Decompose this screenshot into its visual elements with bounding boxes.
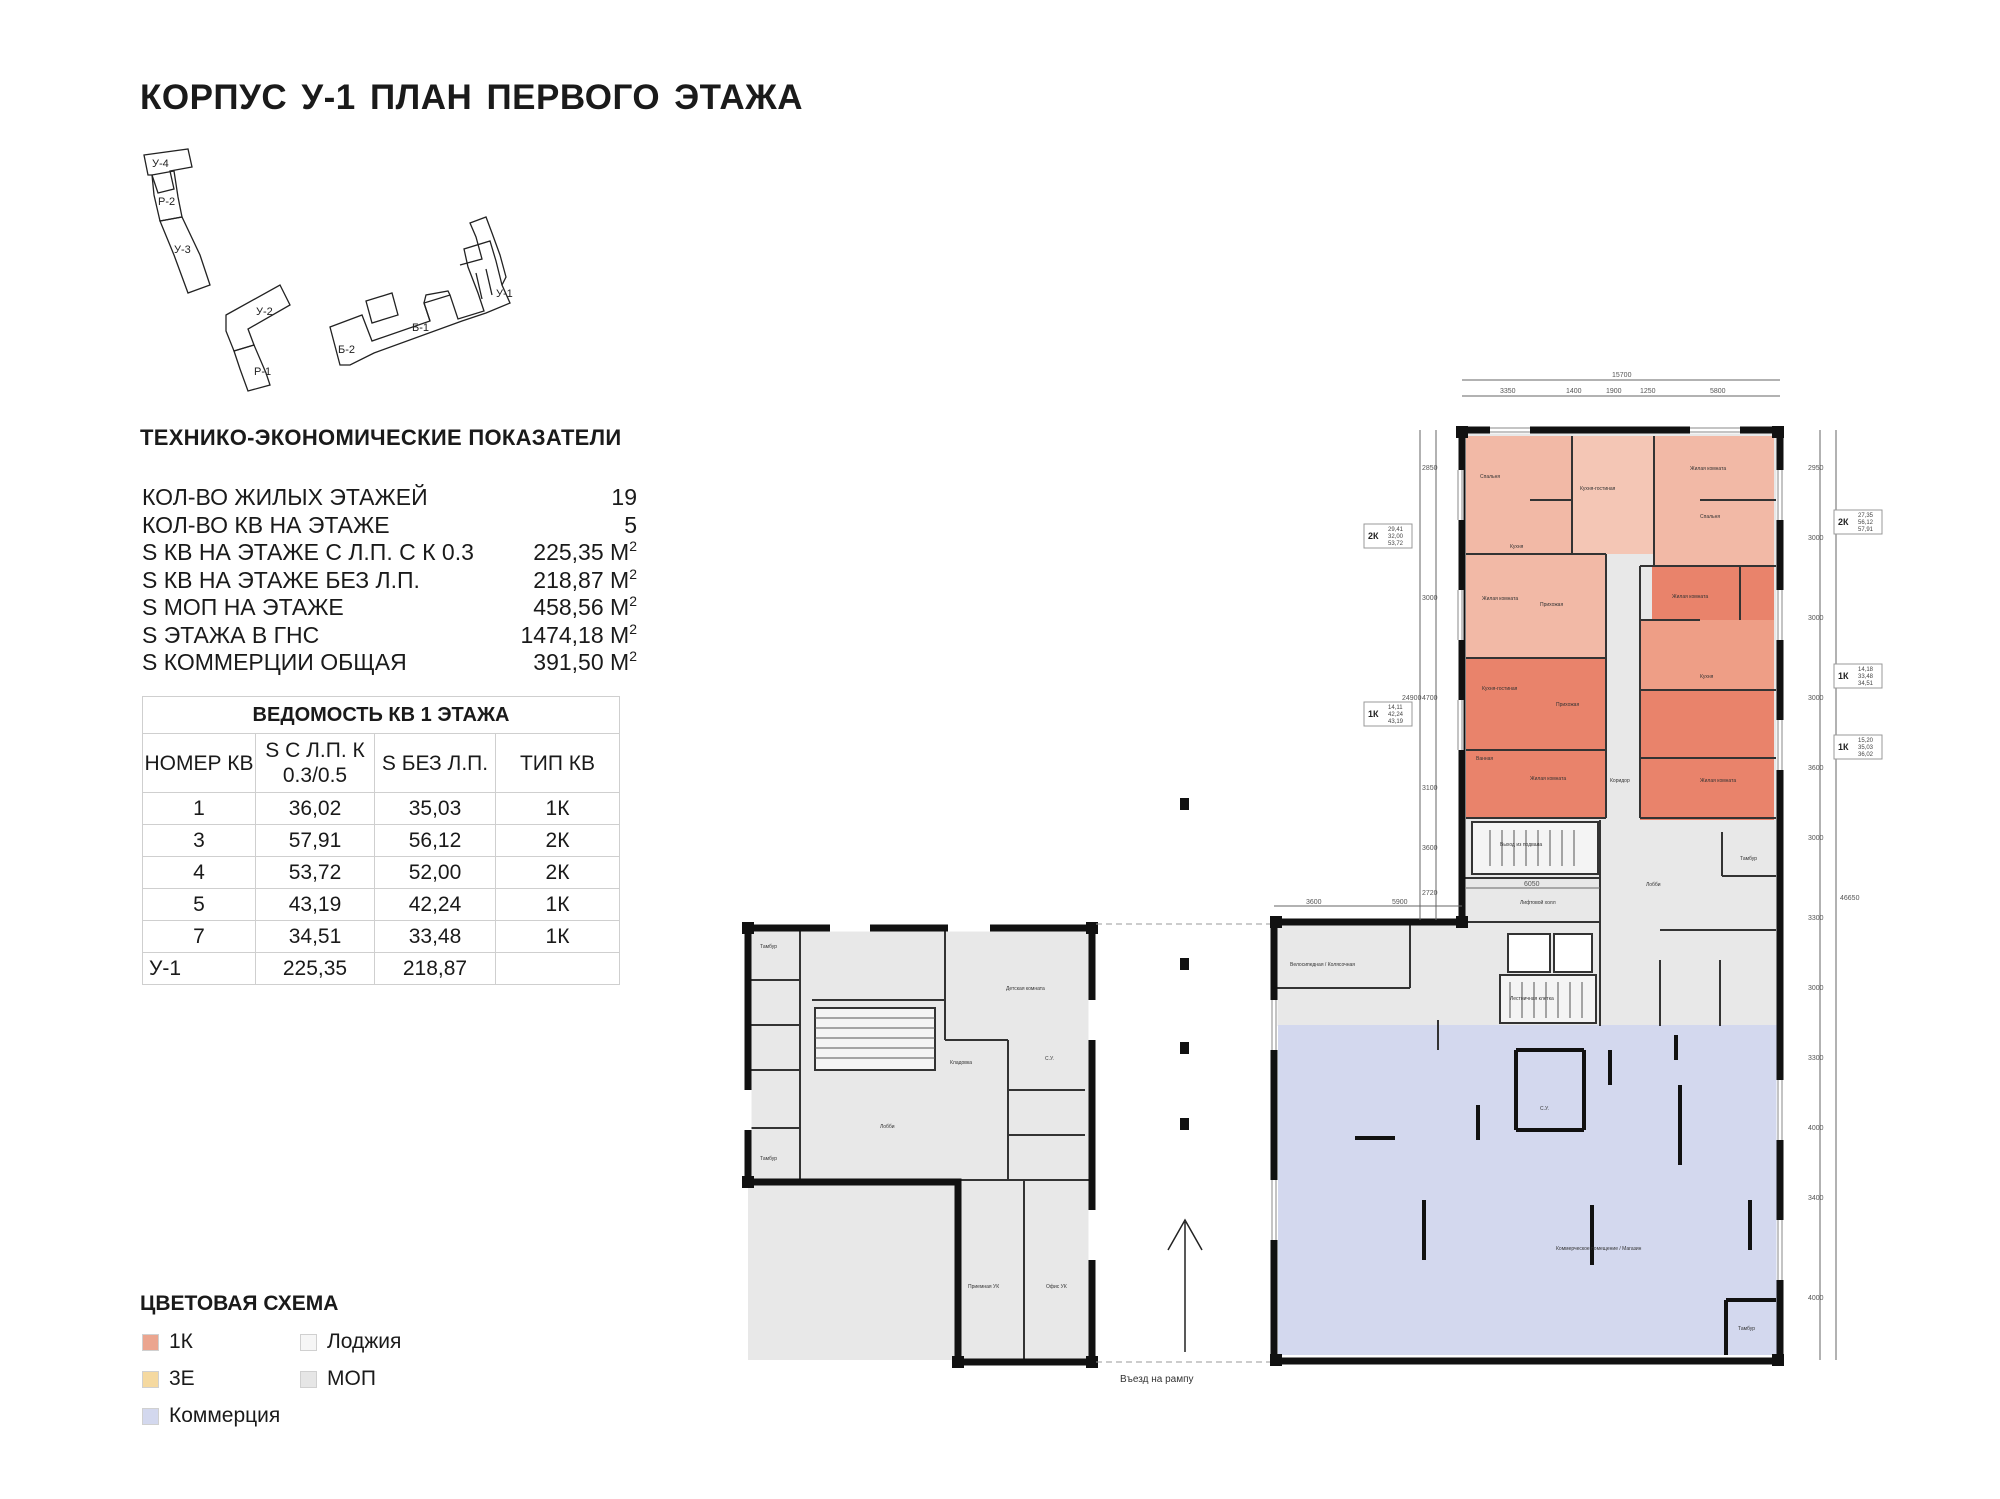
svg-text:2850: 2850 [1422, 465, 1438, 472]
svg-text:С.У.: С.У. [1540, 1106, 1549, 1112]
svg-text:Жилая комната: Жилая комната [1700, 778, 1737, 784]
svg-text:1250: 1250 [1640, 388, 1656, 395]
svg-text:3000: 3000 [1808, 535, 1824, 542]
page-title: КОРПУС У-1 ПЛАН ПЕРВОГО ЭТАЖА [140, 78, 804, 117]
svg-text:Тамбур: Тамбур [1738, 1326, 1755, 1332]
svg-text:27,35: 27,35 [1858, 513, 1874, 519]
svg-text:56,12: 56,12 [1858, 520, 1874, 526]
table-row: 7 34,51 33,48 1К [143, 921, 620, 953]
svg-text:3000: 3000 [1808, 985, 1824, 992]
svg-text:3600: 3600 [1422, 845, 1438, 852]
indicator-row: S КОММЕРЦИИ ОБЩАЯ 391,50 $М^2$ [142, 648, 637, 675]
svg-text:1900: 1900 [1606, 388, 1622, 395]
svg-text:Детская комната: Детская комната [1006, 986, 1045, 992]
svg-text:4000: 4000 [1808, 1125, 1824, 1132]
svg-text:4000: 4000 [1808, 1295, 1824, 1302]
svg-text:1К: 1К [1368, 709, 1379, 719]
svg-text:53,72: 53,72 [1388, 541, 1404, 547]
svg-text:2950: 2950 [1808, 465, 1824, 472]
indicator-row: КОЛ-ВО ЖИЛЫХ ЭТАЖЕЙ 19 [142, 484, 637, 510]
svg-text:Спальня: Спальня [1700, 514, 1721, 520]
svg-text:Кухня: Кухня [1700, 674, 1714, 680]
svg-text:1400: 1400 [1566, 388, 1582, 395]
svg-text:6050: 6050 [1524, 881, 1540, 888]
svg-text:Велосипедная / Колясочная: Велосипедная / Колясочная [1290, 962, 1355, 968]
indicator-row: S КВ НА ЭТАЖЕ БЕЗ Л.П. 218,87 $М^2$ [142, 565, 637, 593]
svg-text:24900: 24900 [1402, 695, 1422, 702]
apartment-tag [1364, 524, 1412, 548]
keyplan-label-b2: Б-2 [338, 344, 355, 356]
table-row: 5 43,19 42,24 1К [143, 889, 620, 921]
keyplan-label-u3: У-3 [174, 244, 191, 256]
table-row: 1 36,02 35,03 1К [143, 793, 620, 825]
svg-text:14,11: 14,11 [1388, 705, 1403, 711]
svg-text:Офис УК: Офис УК [1046, 1284, 1067, 1290]
svg-text:3000: 3000 [1808, 835, 1824, 842]
svg-text:3300: 3300 [1808, 915, 1824, 922]
apartment-tag [1834, 510, 1882, 534]
svg-text:29,41: 29,41 [1388, 527, 1404, 533]
apartment-tag [1364, 702, 1412, 726]
indicator-row: S МОП НА ЭТАЖЕ 458,56 $М^2$ [142, 593, 637, 620]
svg-text:Жилая комната: Жилая комната [1482, 596, 1519, 602]
svg-text:15700: 15700 [1612, 372, 1632, 379]
svg-text:С.У.: С.У. [1045, 1056, 1054, 1062]
table-header: S БЕЗ Л.П. [375, 734, 496, 793]
svg-text:Лифтовой холл: Лифтовой холл [1520, 900, 1556, 906]
apartment-5 [1466, 658, 1606, 818]
svg-text:4700: 4700 [1422, 695, 1438, 702]
indicator-row: S ЭТАЖА В ГНС 1474,18 $М^2$ [142, 620, 637, 648]
svg-text:Кухня-гостиная: Кухня-гостиная [1580, 486, 1616, 492]
svg-text:32,00: 32,00 [1388, 534, 1404, 540]
table-row: 3 57,91 56,12 2К [143, 825, 620, 857]
svg-text:2К: 2К [1368, 531, 1379, 541]
table-total-row: У-1 225,35 218,87 [143, 953, 620, 985]
svg-text:36,02: 36,02 [1858, 752, 1874, 758]
svg-text:42,24: 42,24 [1388, 712, 1404, 718]
table-header: ТИП КВ [496, 734, 620, 793]
table-header: НОМЕР КВ [143, 734, 256, 793]
indicator-row: КОЛ-ВО КВ НА ЭТАЖЕ 5 [142, 511, 637, 538]
indicator-row: S КВ НА ЭТАЖЕ С Л.П. С К 0.3 225,35 $М^2$ [142, 538, 637, 565]
svg-text:Кухня: Кухня [1510, 544, 1524, 550]
table-caption: ВЕДОМОСТЬ КВ 1 ЭТАЖА [143, 697, 620, 734]
svg-text:Ванная: Ванная [1476, 756, 1494, 762]
keyplan-label-r1: Р-1 [254, 366, 272, 378]
table-row: 4 53,72 52,00 2К [143, 857, 620, 889]
legend-item-commerce: Коммерция [142, 1404, 280, 1428]
ramp-label: Въезд на рампу [1120, 1374, 1194, 1385]
svg-text:Лобби: Лобби [1646, 882, 1661, 888]
svg-text:Кладовка: Кладовка [950, 1060, 973, 1066]
svg-text:Лестничная клетка: Лестничная клетка [1510, 996, 1554, 1002]
apartment-tag [1834, 735, 1882, 759]
svg-text:Выход из подвала: Выход из подвала [1500, 842, 1543, 848]
svg-text:3100: 3100 [1422, 785, 1438, 792]
svg-text:14,18: 14,18 [1858, 667, 1874, 673]
svg-text:3000: 3000 [1808, 695, 1824, 702]
svg-text:5800: 5800 [1710, 388, 1726, 395]
svg-text:Прихожая: Прихожая [1540, 602, 1564, 608]
svg-text:Прихожая: Прихожая [1556, 702, 1580, 708]
svg-text:57,91: 57,91 [1858, 527, 1874, 533]
svg-text:Тамбур: Тамбур [1740, 856, 1757, 862]
apartment-4-bedroom [1466, 436, 1572, 554]
apartment-1 [1640, 690, 1774, 820]
svg-text:3600: 3600 [1306, 899, 1322, 906]
apartment-3-kitchen [1572, 436, 1654, 554]
svg-text:Спальня: Спальня [1480, 474, 1501, 480]
apartment-tag [1834, 664, 1882, 688]
ramp [1096, 798, 1270, 1385]
svg-text:Тамбур: Тамбур [760, 944, 777, 950]
svg-text:33,48: 33,48 [1858, 674, 1874, 680]
svg-text:Приемная УК: Приемная УК [968, 1284, 1000, 1290]
keyplan-label-u2: У-2 [256, 306, 273, 318]
apartment-4-living [1466, 554, 1606, 658]
svg-text:34,51: 34,51 [1858, 681, 1874, 687]
svg-text:Лобби: Лобби [880, 1124, 895, 1130]
svg-text:46650: 46650 [1840, 895, 1860, 902]
svg-text:Тамбур: Тамбур [760, 1156, 777, 1162]
table-header: S С Л.П. К 0.3/0.5 [256, 734, 375, 793]
svg-text:3300: 3300 [1808, 1055, 1824, 1062]
keyplan-label-u1: У-1 [496, 288, 513, 300]
svg-text:Жилая комната: Жилая комната [1672, 594, 1709, 600]
legend-item-1k: 1К [142, 1330, 193, 1354]
tep-heading: ТЕХНИКО-ЭКОНОМИЧЕСКИЕ ПОКАЗАТЕЛИ [140, 425, 622, 450]
svg-text:Коммерческое помещение / Магаз: Коммерческое помещение / Магазин [1556, 1246, 1642, 1252]
svg-text:Жилая комната: Жилая комната [1690, 466, 1727, 472]
svg-text:3000: 3000 [1808, 615, 1824, 622]
svg-text:3350: 3350 [1500, 388, 1516, 395]
svg-text:3600: 3600 [1808, 765, 1824, 772]
commerce-area [1278, 1025, 1778, 1355]
svg-text:Жилая комната: Жилая комната [1530, 776, 1567, 782]
svg-text:3400: 3400 [1808, 1195, 1824, 1202]
legend-item-3e: 3Е [142, 1367, 195, 1391]
legend-item-mop: МОП [300, 1367, 376, 1391]
legend-heading: ЦВЕТОВАЯ СХЕМА [140, 1292, 339, 1315]
svg-text:1К: 1К [1838, 742, 1849, 752]
svg-text:15,20: 15,20 [1858, 738, 1874, 744]
svg-text:5900: 5900 [1392, 899, 1408, 906]
keyplan-label-u4: У-4 [152, 158, 169, 170]
svg-text:35,03: 35,03 [1858, 745, 1874, 751]
svg-text:3000: 3000 [1422, 595, 1438, 602]
svg-text:2720: 2720 [1422, 890, 1438, 897]
svg-text:2К: 2К [1838, 517, 1849, 527]
svg-text:43,19: 43,19 [1388, 719, 1404, 725]
keyplan-label-r2: Р-2 [158, 196, 176, 208]
svg-text:Кухня-гостиная: Кухня-гостиная [1482, 686, 1518, 692]
legend-item-loggia: Лоджия [300, 1330, 401, 1354]
svg-text:Коридор: Коридор [1610, 778, 1630, 784]
svg-text:1К: 1К [1838, 671, 1849, 681]
keyplan-label-b1: Б-1 [412, 322, 429, 334]
